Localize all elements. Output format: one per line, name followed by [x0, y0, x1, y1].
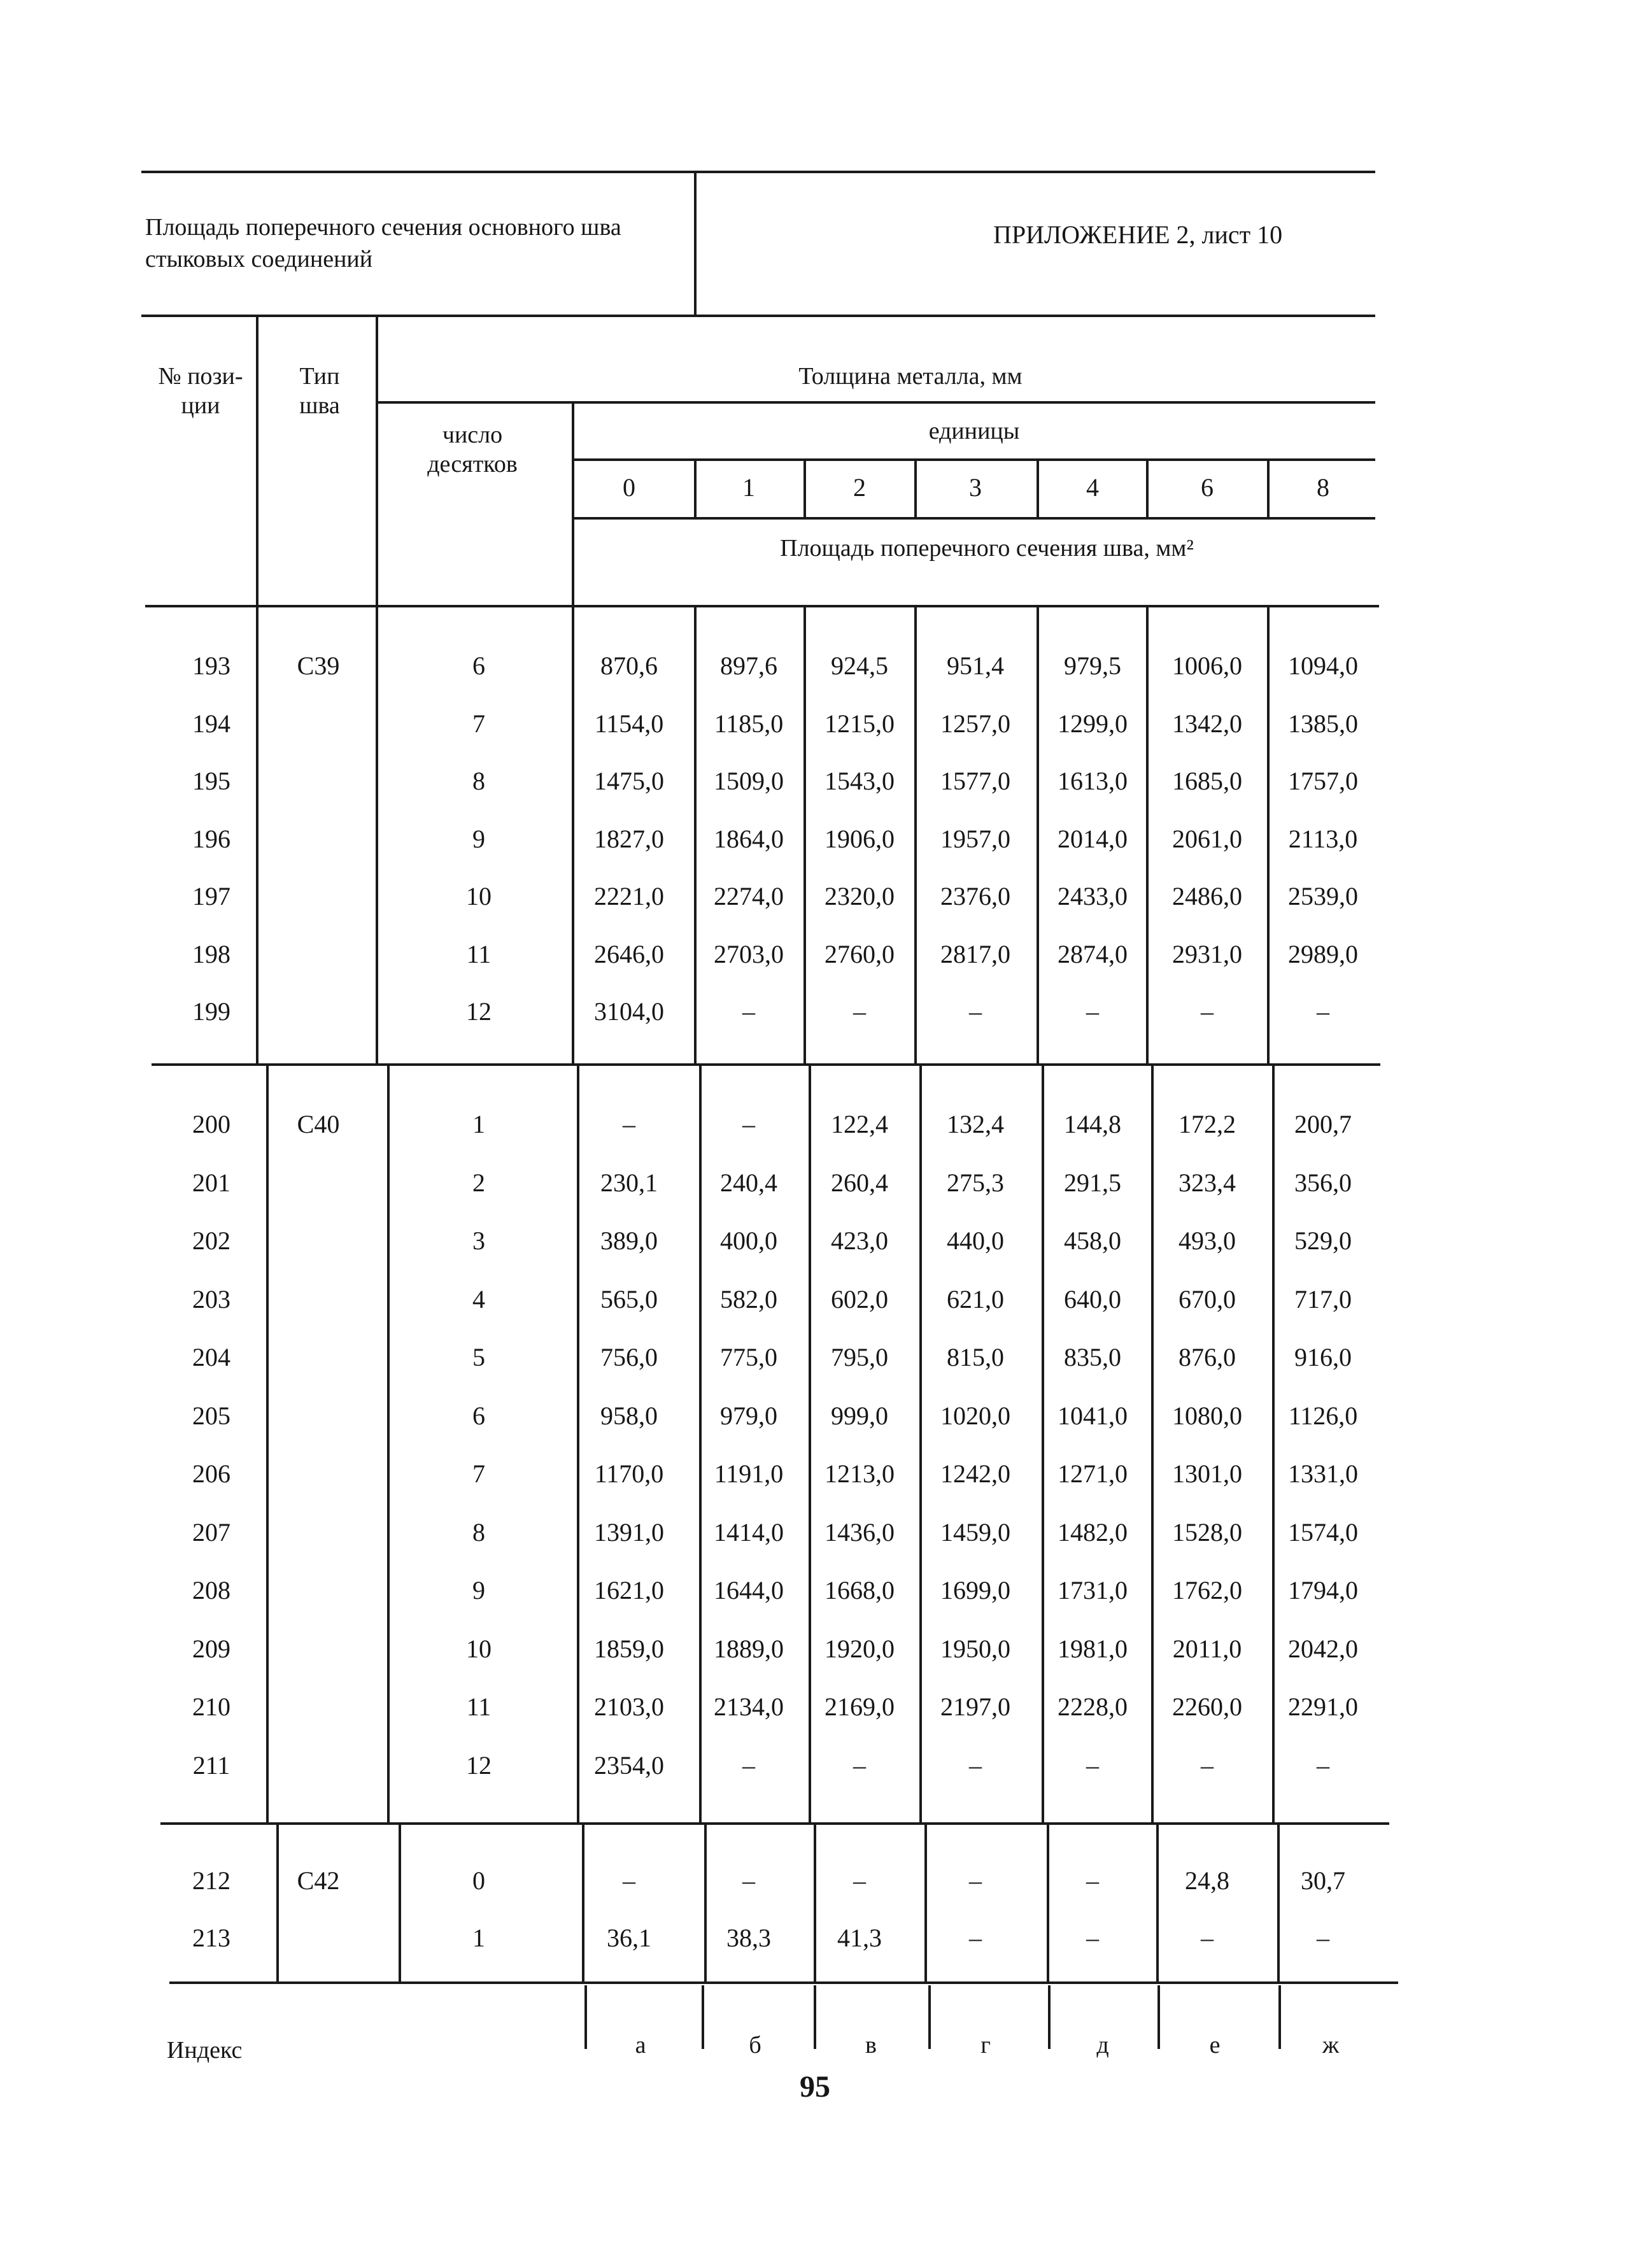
area-value-cell: 717,0 [1294, 1285, 1352, 1314]
area-value-cell: 670,0 [1179, 1285, 1236, 1314]
area-value-cell: – [1201, 1751, 1214, 1780]
column-separator [577, 1066, 579, 1822]
area-value-cell: 979,5 [1064, 651, 1121, 680]
area-value-cell: 835,0 [1064, 1343, 1121, 1371]
area-value-cell: 144,8 [1064, 1110, 1121, 1138]
header-bottom-rule [141, 315, 1375, 317]
thickness-header: Толщина металла, мм [798, 363, 1023, 390]
column-separator [699, 1066, 702, 1822]
area-value-cell: 1621,0 [594, 1576, 664, 1605]
area-value-cell: – [1086, 1924, 1099, 1952]
area-value-cell: 999,0 [831, 1401, 888, 1430]
column-separator [1037, 606, 1039, 1063]
position-number: 203 [192, 1285, 230, 1314]
area-value-cell: 458,0 [1064, 1226, 1121, 1255]
group-separator-rule [169, 1981, 1398, 1984]
area-value-cell: 1342,0 [1172, 709, 1242, 738]
area-value-cell: 2354,0 [594, 1751, 664, 1780]
position-number: 211 [192, 1751, 230, 1780]
unit-values-rule [572, 517, 1375, 520]
column-separator [694, 606, 697, 1063]
area-value-cell: 1528,0 [1172, 1518, 1242, 1547]
position-number: 207 [192, 1518, 230, 1547]
area-value-cell: 132,4 [947, 1110, 1004, 1138]
thickness-rule [376, 401, 1375, 404]
units-header: единицы [928, 418, 1020, 444]
area-value-cell: 1213,0 [825, 1459, 895, 1488]
area-value-cell: 36,1 [607, 1924, 651, 1952]
area-value-cell: – [969, 997, 982, 1026]
position-number: 209 [192, 1634, 230, 1663]
tens-value: 3 [472, 1226, 485, 1255]
area-value-cell: 2931,0 [1172, 940, 1242, 968]
area-value-cell: – [969, 1924, 982, 1952]
area-value-cell: 2539,0 [1288, 882, 1358, 911]
column-separator [814, 1825, 816, 1981]
unit-value-cell: 2 [853, 473, 866, 502]
area-value-cell: 1509,0 [714, 767, 784, 795]
area-value-cell: 1475,0 [594, 767, 664, 795]
column-separator [572, 606, 574, 1063]
index-separator [928, 1985, 931, 2049]
area-value-cell: 389,0 [600, 1226, 658, 1255]
area-value-cell: 1271,0 [1058, 1459, 1128, 1488]
tens-value: 10 [466, 1634, 492, 1663]
area-value-cell: – [1317, 1751, 1329, 1780]
area-value-cell: – [1086, 1866, 1099, 1895]
column-separator [376, 606, 378, 1063]
tens-value: 10 [466, 882, 492, 911]
area-value-cell: 122,4 [831, 1110, 888, 1138]
position-number: 194 [192, 709, 230, 738]
area-value-cell: 2989,0 [1288, 940, 1358, 968]
area-value-cell: 1859,0 [594, 1634, 664, 1663]
area-value-cell: – [853, 997, 866, 1026]
area-value-cell: 1699,0 [940, 1576, 1010, 1605]
column-separator [1146, 606, 1149, 1063]
area-value-cell: 640,0 [1064, 1285, 1121, 1314]
area-value-cell: 1191,0 [714, 1459, 784, 1488]
column-separator [914, 606, 917, 1063]
area-value-cell: 1391,0 [594, 1518, 664, 1547]
col-rule-pos [256, 316, 258, 609]
index-separator [1278, 1985, 1281, 2049]
position-number: 193 [192, 651, 230, 680]
position-number: 198 [192, 940, 230, 968]
area-value-cell: 1041,0 [1058, 1401, 1128, 1430]
area-value-cell: – [1317, 997, 1329, 1026]
position-number: 213 [192, 1924, 230, 1952]
tens-value: 11 [466, 1692, 492, 1721]
position-number: 212 [192, 1866, 230, 1895]
tens-value: 9 [472, 825, 485, 853]
area-value-cell: – [1086, 997, 1099, 1026]
column-separator [256, 606, 258, 1063]
area-value-cell: 1126,0 [1288, 1401, 1358, 1430]
area-value-cell: 897,6 [720, 651, 777, 680]
area-value-cell: 1185,0 [714, 709, 784, 738]
column-separator [1267, 606, 1270, 1063]
area-value-cell: 2197,0 [940, 1692, 1010, 1721]
tens-value: 2 [472, 1168, 485, 1197]
area-value-cell: 1731,0 [1058, 1576, 1128, 1605]
type-column-header: Тип шва [299, 363, 340, 419]
area-value-cell: 582,0 [720, 1285, 777, 1314]
tens-value: 8 [472, 767, 485, 795]
index-separator [584, 1985, 587, 2049]
column-separator [276, 1825, 279, 1981]
area-value-cell: – [742, 997, 755, 1026]
area-value-cell: 1080,0 [1172, 1401, 1242, 1430]
column-separator [803, 606, 806, 1063]
header-divider [694, 171, 697, 316]
index-letter: д [1096, 2032, 1109, 2059]
column-separator [704, 1825, 707, 1981]
area-value-cell: – [1317, 1924, 1329, 1952]
area-value-cell: 1170,0 [594, 1459, 664, 1488]
area-value-cell: 529,0 [1294, 1226, 1352, 1255]
area-value-cell: 1154,0 [594, 709, 664, 738]
area-value-cell: 493,0 [1179, 1226, 1236, 1255]
area-value-cell: 2291,0 [1288, 1692, 1358, 1721]
area-value-cell: 440,0 [947, 1226, 1004, 1255]
area-value-cell: 2103,0 [594, 1692, 664, 1721]
tens-value: 1 [472, 1110, 485, 1138]
area-value-cell: 1543,0 [825, 767, 895, 795]
index-letter: в [865, 2032, 877, 2059]
area-value-cell: 323,4 [1179, 1168, 1236, 1197]
column-separator [809, 1066, 811, 1822]
weld-type-label: С42 [297, 1866, 340, 1895]
area-value-cell: – [742, 1751, 755, 1780]
area-value-cell: 41,3 [837, 1924, 882, 1952]
area-value-cell: 291,5 [1064, 1168, 1121, 1197]
area-value-cell: 1613,0 [1058, 767, 1128, 795]
area-value-cell: 1950,0 [940, 1634, 1010, 1663]
tens-value: 4 [472, 1285, 485, 1314]
area-value-cell: 2703,0 [714, 940, 784, 968]
area-value-cell: 1020,0 [940, 1401, 1010, 1430]
col-rule-tens [572, 401, 574, 609]
position-number: 206 [192, 1459, 230, 1488]
area-value-cell: – [623, 1110, 635, 1138]
area-value-cell: 1794,0 [1288, 1576, 1358, 1605]
tens-value: 1 [472, 1924, 485, 1952]
area-value-cell: 951,4 [947, 651, 1004, 680]
tens-value: 6 [472, 1401, 485, 1430]
group-separator-rule [160, 1822, 1389, 1825]
area-value-cell: 916,0 [1294, 1343, 1352, 1371]
column-separator [1042, 1066, 1044, 1822]
col-rule-type [376, 316, 378, 609]
area-value-cell: 1574,0 [1288, 1518, 1358, 1547]
tens-value: 9 [472, 1576, 485, 1605]
column-separator [1156, 1825, 1159, 1981]
area-value-cell: 1385,0 [1288, 709, 1358, 738]
area-value-cell: – [742, 1866, 755, 1895]
area-value-cell: 423,0 [831, 1226, 888, 1255]
area-value-cell: 2011,0 [1172, 1634, 1242, 1663]
area-value-cell: 2042,0 [1288, 1634, 1358, 1663]
unit-value-cell: 1 [742, 473, 755, 502]
area-value-cell: – [1201, 1924, 1214, 1952]
column-separator [387, 1066, 390, 1822]
area-value-cell: – [969, 1751, 982, 1780]
area-value-cell: 1757,0 [1288, 767, 1358, 795]
index-letter: г [980, 2032, 991, 2059]
unit-value-cell: 0 [623, 473, 635, 502]
position-number: 201 [192, 1168, 230, 1197]
area-header: Площадь поперечного сечения шва, мм² [780, 535, 1194, 562]
area-value-cell: 2228,0 [1058, 1692, 1128, 1721]
position-number: 197 [192, 882, 230, 911]
area-value-cell: 2260,0 [1172, 1692, 1242, 1721]
area-value-cell: 38,3 [726, 1924, 771, 1952]
column-separator [1047, 1825, 1049, 1981]
tens-value: 12 [466, 1751, 492, 1780]
position-number: 208 [192, 1576, 230, 1605]
area-value-cell: 2646,0 [594, 940, 664, 968]
area-value-cell: 1827,0 [594, 825, 664, 853]
index-separator [1048, 1985, 1051, 2049]
tens-value: 5 [472, 1343, 485, 1371]
tens-value: 7 [472, 1459, 485, 1488]
unit-sep-3 [914, 460, 917, 517]
column-separator [1272, 1066, 1275, 1822]
index-separator [814, 1985, 816, 2049]
area-value-cell: 260,4 [831, 1168, 888, 1197]
position-number: 200 [192, 1110, 230, 1138]
area-value-cell: 756,0 [600, 1343, 658, 1371]
area-value-cell: 2274,0 [714, 882, 784, 911]
position-number: 210 [192, 1692, 230, 1721]
position-number: 196 [192, 825, 230, 853]
area-value-cell: – [853, 1866, 866, 1895]
area-value-cell: 775,0 [720, 1343, 777, 1371]
area-value-cell: 1920,0 [825, 1634, 895, 1663]
tens-value: 8 [472, 1518, 485, 1547]
area-value-cell: 1414,0 [714, 1518, 784, 1547]
area-value-cell: 2817,0 [940, 940, 1010, 968]
unit-value-cell: 4 [1086, 473, 1099, 502]
column-separator [924, 1825, 927, 1981]
area-value-cell: 958,0 [600, 1401, 658, 1430]
area-value-cell: 1215,0 [825, 709, 895, 738]
area-value-cell: 1981,0 [1058, 1634, 1128, 1663]
area-value-cell: 870,6 [600, 651, 658, 680]
area-value-cell: 1331,0 [1288, 1459, 1358, 1488]
area-value-cell: 1006,0 [1172, 651, 1242, 680]
area-value-cell: 275,3 [947, 1168, 1004, 1197]
area-value-cell: 230,1 [600, 1168, 658, 1197]
position-column-header: № пози-ции [158, 363, 243, 419]
area-value-cell: 979,0 [720, 1401, 777, 1430]
index-letter: а [635, 2032, 646, 2059]
area-value-cell: 24,8 [1185, 1866, 1229, 1895]
area-value-cell: 1436,0 [825, 1518, 895, 1547]
position-number: 204 [192, 1343, 230, 1371]
area-value-cell: – [742, 1110, 755, 1138]
index-separator [1157, 1985, 1160, 2049]
document-title: Площадь поперечного сечения основного шва стыковых соединений [145, 214, 621, 273]
area-value-cell: 602,0 [831, 1285, 888, 1314]
area-value-cell: 2760,0 [825, 940, 895, 968]
area-value-cell: 2433,0 [1058, 882, 1128, 911]
area-value-cell: 1906,0 [825, 825, 895, 853]
area-value-cell: 815,0 [947, 1343, 1004, 1371]
position-number: 205 [192, 1401, 230, 1430]
tens-value: 0 [472, 1866, 485, 1895]
area-value-cell: 356,0 [1294, 1168, 1352, 1197]
appendix-label: ПРИЛОЖЕНИЕ 2, лист 10 [993, 220, 1283, 249]
area-value-cell: 200,7 [1294, 1110, 1352, 1138]
page-number: 95 [800, 2070, 830, 2104]
index-letter: ж [1322, 2032, 1340, 2059]
area-value-cell: 876,0 [1179, 1343, 1236, 1371]
index-label: Индекс [167, 2037, 243, 2064]
area-value-cell: 2221,0 [594, 882, 664, 911]
area-value-cell: 2014,0 [1058, 825, 1128, 853]
index-separator [702, 1985, 704, 2049]
area-value-cell: 1577,0 [940, 767, 1010, 795]
area-value-cell: 2134,0 [714, 1692, 784, 1721]
area-value-cell: – [969, 1866, 982, 1895]
area-value-cell: 1762,0 [1172, 1576, 1242, 1605]
area-value-cell: 1864,0 [714, 825, 784, 853]
header-table-rule [145, 605, 1379, 607]
area-value-cell: – [853, 1751, 866, 1780]
unit-value-cell: 8 [1317, 473, 1329, 502]
area-value-cell: 1685,0 [1172, 767, 1242, 795]
area-value-cell: 1482,0 [1058, 1518, 1128, 1547]
column-separator [1151, 1066, 1154, 1822]
area-value-cell: 2376,0 [940, 882, 1010, 911]
area-value-cell: 172,2 [1179, 1110, 1236, 1138]
unit-value-cell: 6 [1201, 473, 1214, 502]
column-separator [399, 1825, 401, 1981]
area-value-cell: 2874,0 [1058, 940, 1128, 968]
area-value-cell: 2169,0 [825, 1692, 895, 1721]
column-separator [582, 1825, 584, 1981]
area-value-cell: 30,7 [1301, 1866, 1345, 1895]
area-value-cell: 2061,0 [1172, 825, 1242, 853]
unit-value-cell: 3 [969, 473, 982, 502]
tens-column-header: число десятков [427, 422, 518, 478]
index-letter: е [1209, 2032, 1221, 2059]
area-value-cell: 1668,0 [825, 1576, 895, 1605]
position-number: 195 [192, 767, 230, 795]
tens-value: 7 [472, 709, 485, 738]
area-value-cell: – [1086, 1751, 1099, 1780]
area-value-cell: 1889,0 [714, 1634, 784, 1663]
area-value-cell: 400,0 [720, 1226, 777, 1255]
area-value-cell: 2486,0 [1172, 882, 1242, 911]
index-letter: б [749, 2032, 761, 2059]
column-separator [266, 1066, 269, 1822]
tens-value: 6 [472, 651, 485, 680]
area-value-cell: 2320,0 [825, 882, 895, 911]
area-value-cell: 565,0 [600, 1285, 658, 1314]
area-value-cell: 2113,0 [1288, 825, 1358, 853]
column-separator [1277, 1825, 1280, 1981]
column-separator [919, 1066, 922, 1822]
area-value-cell: 1644,0 [714, 1576, 784, 1605]
tens-value: 12 [466, 997, 492, 1026]
weld-type-label: С40 [297, 1110, 340, 1138]
area-value-cell: 924,5 [831, 651, 888, 680]
weld-type-label: С39 [297, 651, 340, 680]
area-value-cell: 1301,0 [1172, 1459, 1242, 1488]
area-value-cell: 1459,0 [940, 1518, 1010, 1547]
position-number: 202 [192, 1226, 230, 1255]
area-value-cell: 621,0 [947, 1285, 1004, 1314]
area-value-cell: – [1201, 997, 1214, 1026]
area-value-cell: 1094,0 [1288, 651, 1358, 680]
top-rule [141, 171, 1375, 173]
area-value-cell: 240,4 [720, 1168, 777, 1197]
area-value-cell: 1242,0 [940, 1459, 1010, 1488]
area-value-cell: 1257,0 [940, 709, 1010, 738]
area-value-cell: 1957,0 [940, 825, 1010, 853]
units-rule [572, 458, 1375, 461]
group-separator-rule [152, 1063, 1380, 1066]
area-value-cell: 795,0 [831, 1343, 888, 1371]
position-number: 199 [192, 997, 230, 1026]
area-value-cell: – [623, 1866, 635, 1895]
tens-value: 11 [466, 940, 492, 968]
area-value-cell: 3104,0 [594, 997, 664, 1026]
area-value-cell: 1299,0 [1058, 709, 1128, 738]
